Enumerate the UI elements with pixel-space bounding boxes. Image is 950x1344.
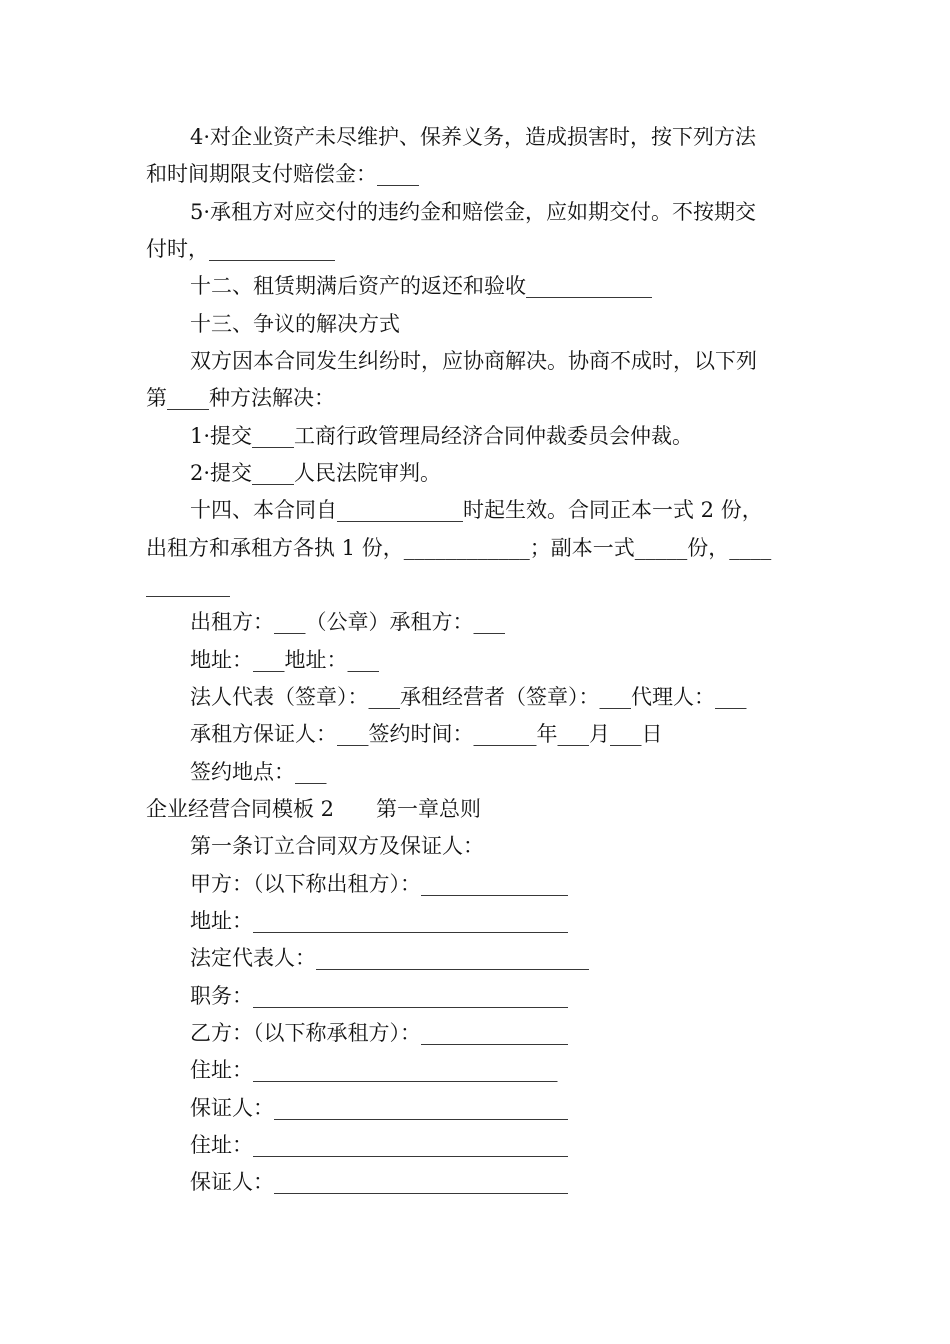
form-field-line: 住址：______________________________	[190, 1133, 568, 1157]
form-field-line: 乙方：（以下称承租方）：______________	[190, 1021, 568, 1045]
form-field-line: 职务：______________________________	[190, 984, 568, 1008]
section-heading: 十四、本合同自____________时起生效。合同正本一式 2 份，	[190, 498, 763, 522]
signature-line: 承租方保证人：___签约时间：______年___月___日	[190, 722, 663, 746]
form-field-line: 地址：______________________________	[190, 909, 568, 933]
form-field-line: 甲方：（以下称出租方）：______________	[190, 872, 568, 896]
form-field-line: 法定代表人：__________________________	[190, 946, 589, 970]
text-line: 和时间期限支付赔偿金：____	[146, 162, 419, 186]
form-field-line: 保证人：____________________________	[190, 1096, 568, 1120]
text-line: 出租方和承租方各执 1 份，____________；副本一式_____份，____	[146, 536, 772, 560]
form-field-line: 住址：_____________________________	[190, 1058, 558, 1082]
signature-line: 地址：___地址：___	[190, 648, 379, 672]
signature-line: 法人代表（签章）：___承租经营者（签章）：___代理人：___	[190, 685, 747, 709]
text-line: 1·提交____工商行政管理局经济合同仲裁委员会仲裁。	[190, 424, 694, 448]
signature-line: 签约地点：___	[190, 760, 327, 784]
section-heading: 十二、租赁期满后资产的返还和验收____________	[190, 274, 652, 298]
text-line: 付时，____________	[146, 237, 335, 261]
text-line: 第____种方法解决：	[146, 386, 335, 410]
text-line: 双方因本合同发生纠纷时，应协商解决。协商不成时，以下列	[190, 349, 757, 373]
text-line: 4·对企业资产未尽维护、保养义务，造成损害时，按下列方法	[190, 125, 757, 149]
template-title: 企业经营合同模板 2 第一章总则	[146, 797, 482, 821]
signature-line: 出租方：___（公章）承租方：___	[190, 610, 505, 634]
text-line: 2·提交____人民法院审判。	[190, 461, 442, 485]
text-line: ________	[146, 573, 230, 597]
text-line: 第一条订立合同双方及保证人：	[190, 834, 484, 858]
form-field-line: 保证人：____________________________	[190, 1170, 568, 1194]
text-line: 5·承租方对应交付的违约金和赔偿金，应如期交付。不按期交	[190, 200, 757, 224]
section-heading: 十三、争议的解决方式	[190, 312, 400, 336]
